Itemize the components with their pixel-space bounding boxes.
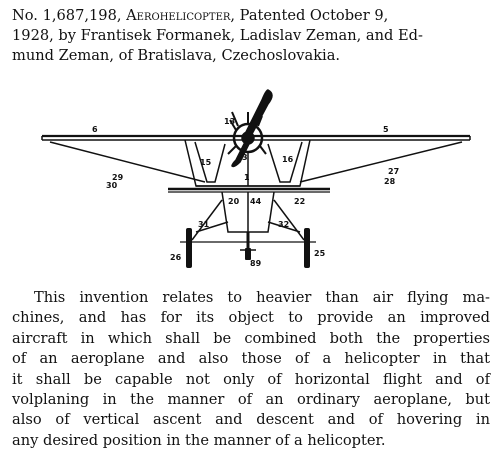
description-line: any desired position in the manner of a helicopter. <box>12 431 386 449</box>
patent-title: Aerohelicopter <box>126 7 231 24</box>
description-line: of an aeroplane and also those of a helicopter in that <box>12 350 490 368</box>
ref-15: 15 <box>200 158 212 167</box>
ref-25: 25 <box>314 249 326 258</box>
patent-date: , Patented October 9, <box>230 7 389 24</box>
ref-26: 26 <box>170 253 182 262</box>
ref-29: 29 <box>112 173 124 182</box>
patent-number: No. 1,687,198, <box>12 7 122 24</box>
header-line-3: mund Zeman, of Bratislava, Czechoslovakia. <box>12 47 341 64</box>
ref-3: 3 <box>242 153 248 162</box>
description-line: This invention relates to heavier than air flying ma- <box>34 289 490 306</box>
ref-44: 44 <box>250 197 262 206</box>
ref-6: 6 <box>92 125 98 134</box>
drawing-svg <box>0 82 500 282</box>
ref-31: 31 <box>198 220 210 229</box>
ref-16: 16 <box>282 155 294 164</box>
ref-5: 5 <box>383 125 389 134</box>
aerohelicopter-drawing <box>0 82 500 282</box>
ref-20: 20 <box>228 197 240 206</box>
description-line: volplaning in the manner of an ordinary aeroplane, but <box>12 391 490 409</box>
ref-30: 30 <box>106 181 118 190</box>
patent-description <box>12 288 490 451</box>
ref-1: 1 <box>244 173 250 182</box>
description-line: aircraft in which shall be combined both the properties <box>12 329 490 347</box>
description-line: chines, and has for its object to provide an improved <box>12 309 490 327</box>
header-line-2: 1928, by Frantisek Formanek, Ladislav Zeman, and Ed- <box>12 27 423 44</box>
ref-32: 32 <box>278 220 290 229</box>
ref-22: 22 <box>294 197 306 206</box>
description-line: also of vertical ascent and descent and of hovering in <box>12 411 490 429</box>
description-line: it shall be capable not only of horizontal flight and of <box>12 370 490 388</box>
ref-28: 28 <box>384 177 396 186</box>
ref-27: 27 <box>388 167 400 176</box>
header-line-1 <box>12 6 490 26</box>
patent-header <box>12 6 490 66</box>
ref-13: 13 <box>224 117 236 126</box>
ref-89: 89 <box>250 259 262 268</box>
